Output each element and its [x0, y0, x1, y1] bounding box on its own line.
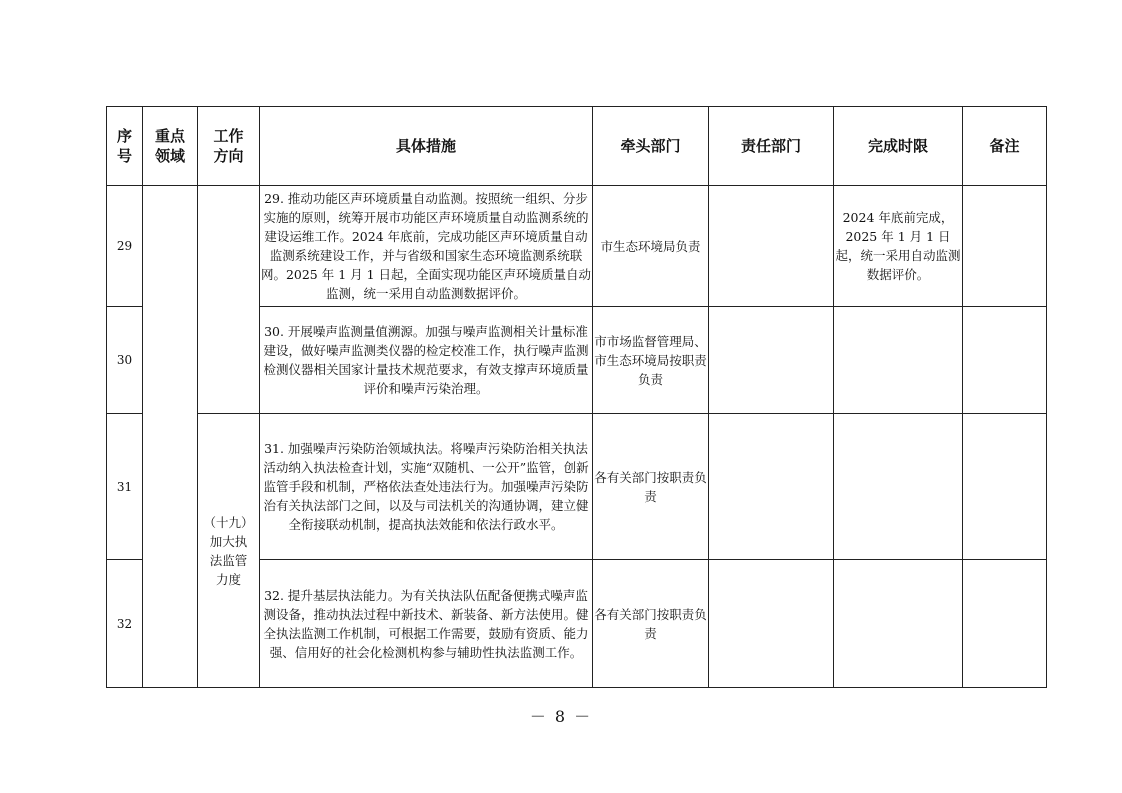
measure-cell: 29. 推动功能区声环境质量自动监测。按照统一组织、分步实施的原则，统筹开展市功能区声环境质量自动监测系统的建设运维工作。2024 年底前，完成功能区声环境质量自动监测系统建设工作，并与省级和国家生态环境监测系统联网。2025 年 1 月 1 日起，全面实现功能区声环境质量自动监测，统一采用自动监测数据评价。 — [260, 186, 593, 307]
resp-dept-cell — [709, 307, 834, 414]
lead-dept-cell: 市生态环境局负责 — [593, 186, 709, 307]
header-deadline: 完成时限 — [834, 107, 963, 186]
header-index-line-2: 号 — [116, 147, 132, 165]
header-direction-line-2: 方向 — [213, 147, 244, 165]
header-direction — [198, 107, 260, 186]
direction-19-line-4: 力度 — [215, 571, 241, 587]
remarks-cell — [963, 560, 1047, 688]
lead-dept-cell: 各有关部门按职责负责 — [593, 560, 709, 688]
measure-cell: 32. 提升基层执法能力。为有关执法队伍配备便携式噪声监测设备，推动执法过程中新技术、新装备、新方法使用。健全执法监测工作机制，可根据工作需要，鼓励有资质、能力强、信用好的社会化检测机构参与辅助性执法监测工作。 — [260, 560, 593, 688]
row-index: 30 — [107, 307, 143, 414]
direction-19-line-1: （十九） — [203, 514, 254, 530]
page-number: － 8 － — [529, 707, 593, 726]
deadline-cell — [834, 307, 963, 414]
header-row — [107, 107, 1047, 186]
header-lead-dept: 牵头部门 — [593, 107, 709, 186]
lead-dept-cell: 各有关部门按职责负责 — [593, 414, 709, 560]
header-measures: 具体措施 — [260, 107, 593, 186]
remarks-cell — [963, 414, 1047, 560]
measures-table — [106, 106, 1047, 688]
remarks-cell — [963, 186, 1047, 307]
resp-dept-cell — [709, 414, 834, 560]
table-row — [107, 414, 1047, 560]
row-index: 31 — [107, 414, 143, 560]
resp-dept-cell — [709, 186, 834, 307]
deadline-cell — [834, 414, 963, 560]
header-remarks: 备注 — [963, 107, 1047, 186]
key-area-cell — [143, 186, 198, 688]
remarks-cell — [963, 307, 1047, 414]
deadline-cell — [834, 560, 963, 688]
measure-cell: 30. 开展噪声监测量值溯源。加强与噪声监测相关计量标准建设，做好噪声监测类仪器的检定校准工作，执行噪声监测检测仪器相关国家计量技术规范要求，有效支撑声环境质量评价和噪声污染治理。 — [260, 307, 593, 414]
direction-19-line-3: 法监管 — [209, 552, 248, 568]
header-index — [107, 107, 143, 186]
header-key-area — [143, 107, 198, 186]
direction-19-line-2: 加大执 — [209, 533, 248, 549]
header-key-area-line-2: 领域 — [154, 147, 185, 165]
direction-cell-blank — [198, 186, 260, 414]
lead-dept-cell: 市市场监督管理局、市生态环境局按职责负责 — [593, 307, 709, 414]
row-index: 32 — [107, 560, 143, 688]
row-index: 29 — [107, 186, 143, 307]
header-direction-line-1: 工作 — [213, 127, 244, 145]
header-index-line-1: 序 — [116, 127, 132, 145]
deadline-cell: 2024 年底前完成，2025 年 1 月 1 日起，统一采用自动监测数据评价。 — [834, 186, 963, 307]
direction-cell-19 — [198, 414, 260, 688]
resp-dept-cell — [709, 560, 834, 688]
header-resp-dept: 责任部门 — [709, 107, 834, 186]
table-row — [107, 186, 1047, 307]
header-key-area-line-1: 重点 — [154, 127, 185, 145]
measure-cell: 31. 加强噪声污染防治领域执法。将噪声污染防治相关执法活动纳入执法检查计划，实施“双随机、一公开”监管，创新监管手段和机制，严格依法查处违法行为。加强噪声污染防治有关执法部门之间，以及与司法机关的沟通协调，建立健全衔接联动机制，提高执法效能和依法行政水平。 — [260, 414, 593, 560]
